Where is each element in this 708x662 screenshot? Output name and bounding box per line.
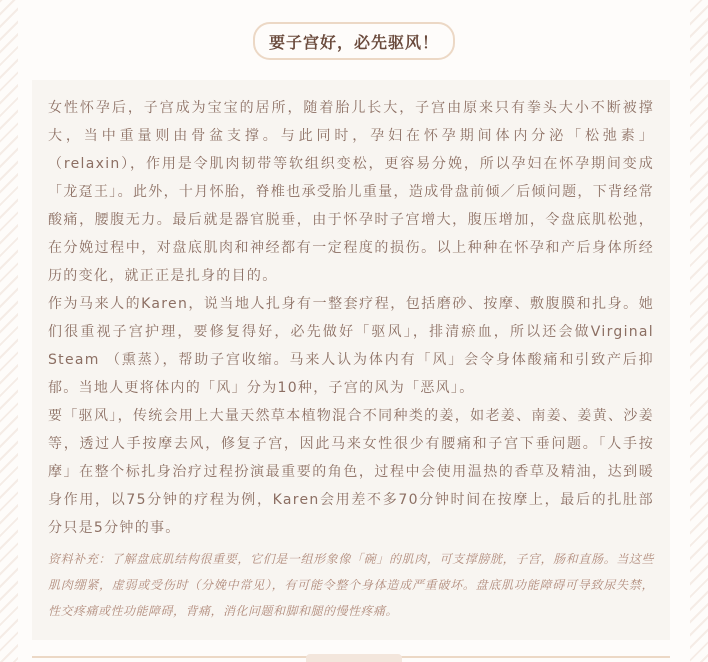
paragraph-3: 要「驱风」，传统会用上大量天然草本植物混合不同种类的姜，如老姜、南姜、姜黄、沙姜等，透过人手按摩去风，修复子宫，因此马来女性很少有腰痛和子宫下垂问题。「人手按摩」在整个标扎身治疗过程扮演最重要的角色，过程中会使用温热的香草及精油，达到暖身作用，以75分钟的疗程为例，Karen会用差不多70分钟时间在按摩上，最后的扎肚部分只是5分钟的事。	[48, 408, 654, 536]
article-card	[32, 80, 670, 640]
bottom-tab-decoration	[306, 654, 402, 662]
supplement-note: 资料补充：了解盘底肌结构很重要，它们是一组形象像「碗」的肌肉，可支撑膀胱，子宫，肠和直肠。当这些肌肉绷紧，虚弱或受伤时（分娩中常见），有可能令整个身体造成严重破坏。盘底肌功能障碍可导致尿失禁，性交疼痛或性功能障碍，背痛，消化问题和脚和腿的慢性疼痛。	[48, 552, 654, 618]
page-title: 要子宫好，必先驱风！	[268, 32, 439, 52]
paragraph-1: 女性怀孕后，子宫成为宝宝的居所，随着胎儿长大，子宫由原来只有拳头大小不断被撑大，当中重量则由骨盆支撑。与此同时，孕妇在怀孕期间体内分泌「松弛素」（relaxin），作用是令肌肉韧带等软组织变松，更容易分娩，所以孕妇在怀孕期间变成「龙趸王」。此外，十月怀胎，脊椎也承受胎儿重量，造成骨盘前倾／后倾问题，下背经常酸痛，腰腹无力。最后就是器官脱垂，由于怀孕时子宫增大，腹压增加，令盘底肌松弛，在分娩过程中，对盘底肌肉和神经都有一定程度的损伤。以上种种在怀孕和产后身体所经历的变化，就正正是扎身的目的。	[48, 100, 654, 284]
title-wrap	[0, 0, 708, 80]
paragraph-2: 作为马来人的Karen，说当地人扎身有一整套疗程，包括磨砂、按摩、敷腹膜和扎身。她们很重视子宫护理，要修复得好，必先做好「驱风」，排清瘀血，所以还会做Virginal Steam （熏蒸），帮助子宫收缩。马来人认为体内有「风」会令身体酸痛和引致产后抑郁。当地人更将体内的「风」分为10种，子宫的风为「恶风」。	[48, 296, 654, 396]
title-badge	[253, 22, 455, 60]
